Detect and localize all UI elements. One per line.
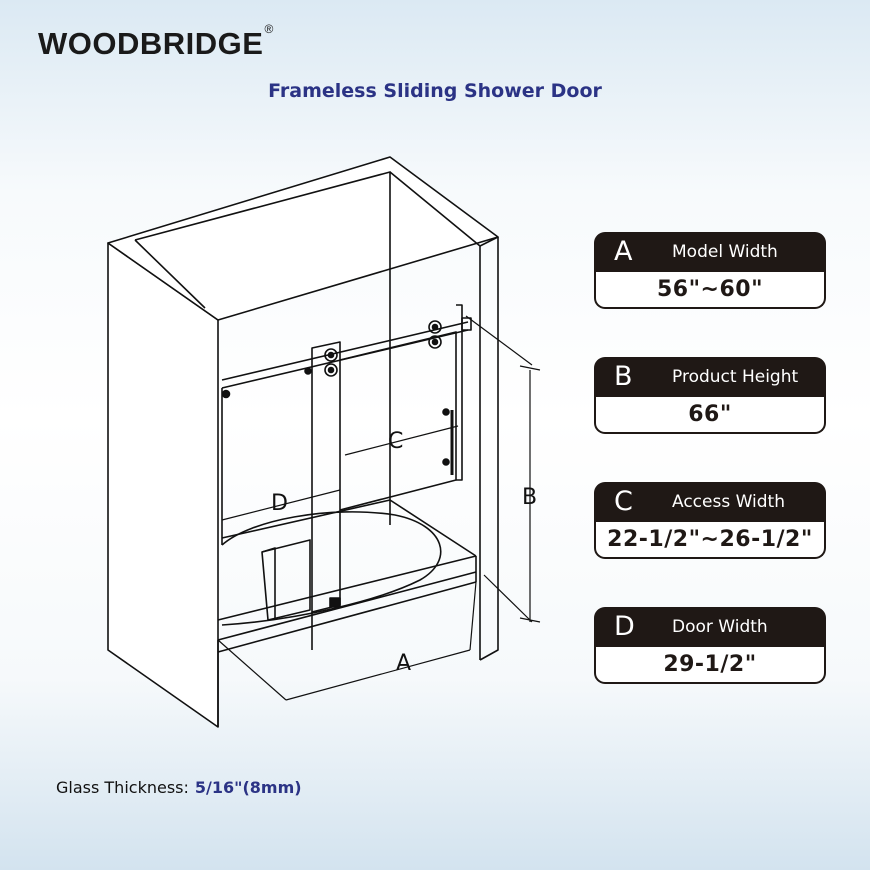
spec-header [594, 607, 826, 647]
spec-letter: A [614, 236, 633, 267]
dim-a-line [286, 650, 470, 700]
spec-card-access-width [594, 482, 826, 561]
spec-card-door-width [594, 607, 826, 686]
spec-label: Product Height [672, 367, 799, 387]
tub-basin [222, 512, 441, 625]
spec-value: 22-1/2"~26-1/2" [594, 522, 826, 559]
spec-card-product-height [594, 357, 826, 436]
left-wall [108, 243, 218, 727]
spec-label: Door Width [672, 617, 768, 637]
brand-name: WOODBRIDGE [38, 26, 264, 61]
spec-header [594, 357, 826, 397]
spec-value: 29-1/2" [594, 647, 826, 684]
glass-thickness [56, 778, 302, 797]
dim-label-a: A [396, 651, 412, 676]
spec-value: 66" [594, 397, 826, 434]
spec-label: Model Width [672, 242, 778, 262]
spec-letter: B [614, 361, 633, 392]
dim-label-b: B [522, 485, 538, 510]
spec-letter: C [614, 486, 633, 517]
spec-header [594, 232, 826, 272]
spec-label: Access Width [672, 492, 785, 512]
registered-mark: ® [264, 22, 274, 36]
spec-value: 56"~60" [594, 272, 826, 309]
dim-label-d: D [271, 491, 288, 516]
glass-thickness-label: Glass Thickness: [56, 778, 189, 797]
sliding-door [312, 342, 340, 612]
spec-letter: D [614, 611, 635, 642]
glass-thickness-value: 5/16"(8mm) [194, 778, 302, 797]
dim-label-c: C [388, 429, 404, 454]
page-title: Frameless Sliding Shower Door [268, 80, 602, 102]
spec-header [594, 482, 826, 522]
spec-card-model-width [594, 232, 826, 311]
